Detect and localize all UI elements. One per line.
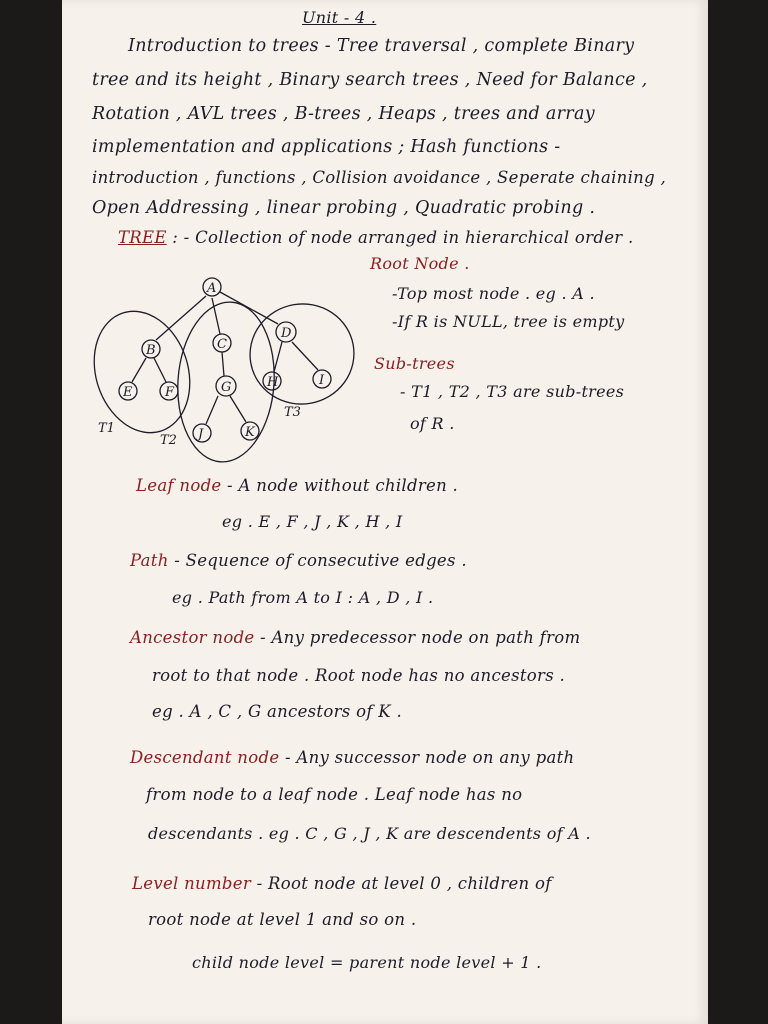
intro-line-1: Introduction to trees - Tree traversal , complete Binary — [128, 36, 635, 56]
node-j: J — [198, 427, 204, 442]
ancestor-definition — [130, 628, 580, 647]
intro-line-4: implementation and applications ; Hash functions - — [92, 137, 561, 157]
leaf-text: - A node without children . — [227, 476, 459, 495]
level-term: Level number — [132, 874, 252, 893]
ancestor-example: eg . A , C , G ancestors of K . — [152, 702, 402, 721]
level-line-3: child node level = parent node level + 1 . — [192, 953, 542, 972]
node-k: K — [245, 425, 255, 440]
leaf-example: eg . E , F , J , K , H , I — [222, 512, 403, 531]
node-b: B — [146, 343, 156, 358]
level-definition — [132, 874, 552, 893]
path-example: eg . Path from A to I : A , D , I . — [172, 588, 434, 607]
level-text: - Root node at level 0 , children of — [256, 874, 552, 893]
descendant-definition — [130, 748, 574, 767]
ancestor-line-2: root to that node . Root node has no ancestors . — [152, 666, 566, 685]
subtree-t3-outline — [242, 296, 362, 413]
intro-line-5: introduction , functions , Collision avoidance , Seperate chaining , — [92, 168, 667, 187]
descendant-line-3: descendants . eg . C , G , J , K are descendents of A . — [148, 824, 591, 843]
path-definition — [130, 551, 467, 570]
ancestor-text: - Any predecessor node on path from — [260, 628, 581, 647]
sub-trees-line-1: - T1 , T2 , T3 are sub-trees — [400, 382, 625, 401]
intro-line-2: tree and its height , Binary search trees , Need for Balance , — [92, 70, 648, 90]
intro-line-3: Rotation , AVL trees , B-trees , Heaps , trees and array — [92, 104, 595, 124]
label-t3: T3 — [284, 405, 301, 420]
node-h: H — [267, 375, 279, 390]
path-term: Path — [130, 551, 169, 570]
root-node-line-2: -If R is NULL, tree is empty — [392, 312, 625, 331]
path-text: - Sequence of consecutive edges . — [174, 551, 467, 570]
node-c: C — [217, 337, 227, 352]
descendant-text: - Any successor node on any path — [284, 748, 575, 767]
node-a: A — [207, 281, 217, 296]
label-t2: T2 — [160, 433, 177, 448]
descendant-line-2: from node to a leaf node . Leaf node has no — [146, 785, 523, 804]
node-d: D — [281, 326, 292, 341]
leaf-term: Leaf node — [136, 476, 222, 495]
sub-trees-line-2: of R . — [410, 414, 455, 433]
sub-trees-heading: Sub-trees — [374, 354, 455, 373]
root-node-heading: Root Node . — [370, 254, 470, 273]
leaf-definition — [136, 476, 458, 495]
node-i: I — [319, 373, 325, 388]
descendant-term: Descendant node — [130, 748, 280, 767]
unit-title: Unit - 4 . — [302, 8, 377, 27]
level-line-2: root node at level 1 and so on . — [148, 910, 417, 929]
label-t1: T1 — [98, 421, 115, 436]
tree-term: TREE — [118, 228, 167, 247]
node-g: G — [221, 380, 232, 395]
node-e: E — [123, 385, 133, 400]
root-node-line-1: -Top most node . eg . A . — [392, 284, 595, 303]
node-f: F — [165, 385, 175, 400]
intro-line-6: Open Addressing , linear probing , Quadratic probing . — [92, 198, 596, 218]
ancestor-term: Ancestor node — [130, 628, 255, 647]
tree-text: : - Collection of node arranged in hierarchical order . — [172, 228, 634, 247]
